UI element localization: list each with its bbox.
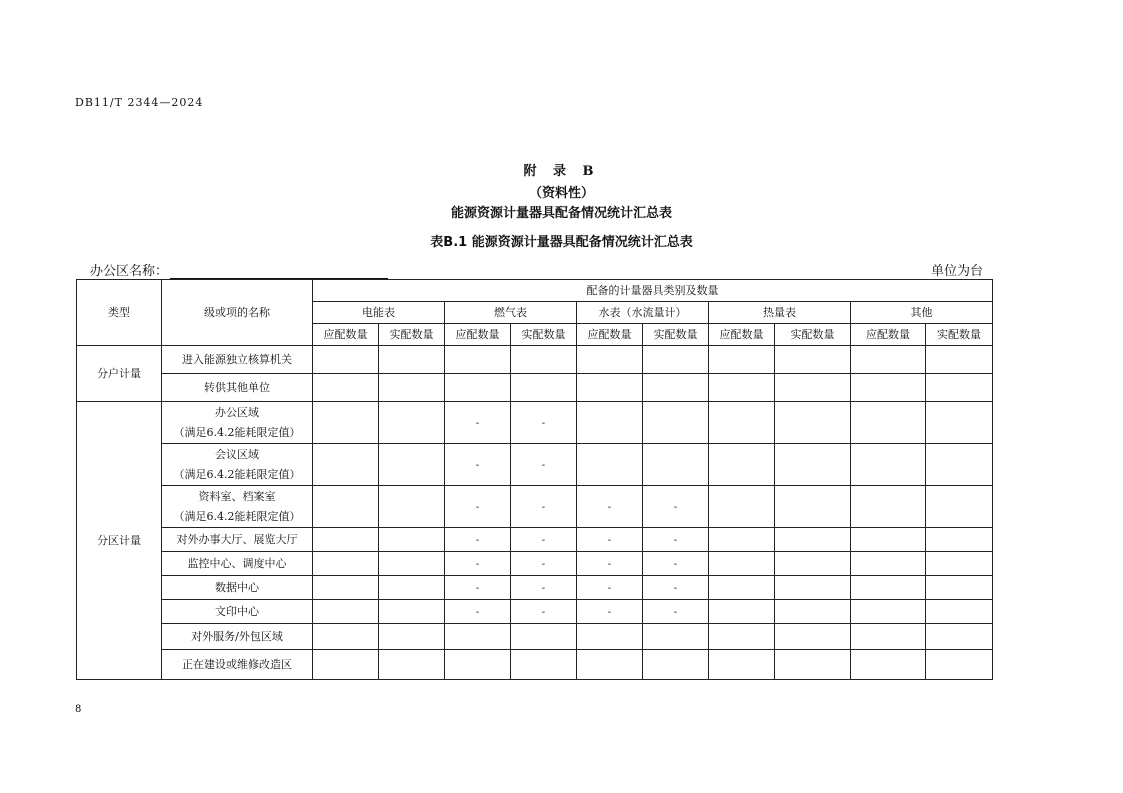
- data-cell[interactable]: [709, 402, 775, 444]
- data-cell[interactable]: [709, 576, 775, 600]
- data-cell[interactable]: [643, 624, 709, 650]
- data-cell[interactable]: [577, 346, 643, 374]
- data-cell[interactable]: [445, 374, 511, 402]
- data-cell[interactable]: [445, 402, 511, 444]
- data-cell[interactable]: [851, 552, 926, 576]
- data-cell[interactable]: [926, 402, 993, 444]
- data-cell[interactable]: [379, 576, 445, 600]
- data-cell[interactable]: [709, 624, 775, 650]
- data-cell[interactable]: [926, 528, 993, 552]
- data-cell[interactable]: [577, 486, 643, 528]
- data-cell[interactable]: [379, 486, 445, 528]
- data-cell[interactable]: [775, 346, 851, 374]
- row-item-name: [162, 552, 313, 576]
- header-item-name: 级或项的名称: [162, 280, 313, 346]
- dash-mark: -: [607, 558, 612, 570]
- header-actual: 实配数量: [926, 324, 993, 346]
- data-cell[interactable]: [926, 650, 993, 680]
- data-cell[interactable]: [775, 528, 851, 552]
- data-cell[interactable]: [445, 624, 511, 650]
- table-title: 表B.1 能源资源计量器具配备情况统计汇总表: [430, 235, 693, 250]
- data-cell[interactable]: [511, 374, 577, 402]
- data-cell[interactable]: [643, 486, 709, 528]
- data-cell[interactable]: [851, 374, 926, 402]
- data-cell[interactable]: [643, 600, 709, 624]
- dash-mark: -: [475, 582, 480, 594]
- data-cell[interactable]: [313, 346, 379, 374]
- dash-mark: -: [541, 558, 546, 570]
- header-required: 应配数量: [313, 324, 379, 346]
- data-cell[interactable]: [709, 486, 775, 528]
- data-cell[interactable]: [379, 650, 445, 680]
- header-actual: 实配数量: [511, 324, 577, 346]
- header-required: 应配数量: [577, 324, 643, 346]
- header-actual: 实配数量: [643, 324, 709, 346]
- data-cell[interactable]: [445, 552, 511, 576]
- row-item-name: [162, 528, 313, 552]
- dash-mark: -: [475, 606, 480, 618]
- data-cell[interactable]: [379, 346, 445, 374]
- data-cell[interactable]: [313, 444, 379, 486]
- data-cell[interactable]: [775, 624, 851, 650]
- data-cell[interactable]: [511, 486, 577, 528]
- row-item-name: [162, 402, 313, 444]
- row-item-name: [162, 444, 313, 486]
- data-cell[interactable]: [709, 374, 775, 402]
- data-cell[interactable]: [379, 402, 445, 444]
- data-cell[interactable]: [379, 600, 445, 624]
- row-item-name-line: 对外服务/外包区域: [191, 630, 283, 643]
- row-item-name-line: 正在建设或维修改造区: [182, 658, 292, 671]
- header-category: 电能表: [313, 302, 445, 324]
- data-cell[interactable]: [643, 346, 709, 374]
- data-cell[interactable]: [313, 650, 379, 680]
- data-cell[interactable]: [379, 624, 445, 650]
- data-cell[interactable]: [511, 528, 577, 552]
- row-item-name-line: 资料室、档案室: [198, 489, 276, 503]
- data-cell[interactable]: [775, 486, 851, 528]
- data-cell[interactable]: [577, 600, 643, 624]
- data-cell[interactable]: [511, 624, 577, 650]
- header-category: 其他: [851, 302, 993, 324]
- dash-mark: -: [475, 501, 480, 513]
- header-type: 类型: [77, 280, 162, 346]
- row-item-name-line: （满足6.4.2能耗限定值）: [173, 467, 301, 481]
- data-cell[interactable]: [926, 624, 993, 650]
- data-cell[interactable]: [851, 486, 926, 528]
- row-item-name-line: 文印中心: [215, 605, 259, 618]
- row-type: 分区计量: [77, 402, 162, 680]
- dash-mark: -: [673, 558, 678, 570]
- dash-mark: -: [673, 501, 678, 513]
- dash-mark: -: [673, 534, 678, 546]
- data-cell[interactable]: [643, 402, 709, 444]
- data-cell[interactable]: [313, 486, 379, 528]
- data-cell[interactable]: [379, 374, 445, 402]
- data-cell[interactable]: [851, 576, 926, 600]
- header-required: 应配数量: [445, 324, 511, 346]
- data-cell[interactable]: [379, 444, 445, 486]
- row-item-name: [162, 600, 313, 624]
- data-cell[interactable]: [851, 444, 926, 486]
- row-item-name-line: 会议区域: [215, 447, 259, 461]
- data-cell[interactable]: [445, 346, 511, 374]
- row-item-name-line: 对外办事大厅、展览大厅: [176, 533, 298, 546]
- data-cell[interactable]: [775, 600, 851, 624]
- data-cell[interactable]: [775, 444, 851, 486]
- data-cell[interactable]: [313, 600, 379, 624]
- data-cell[interactable]: [926, 374, 993, 402]
- data-cell[interactable]: [926, 552, 993, 576]
- dash-mark: -: [541, 501, 546, 513]
- data-cell[interactable]: [313, 624, 379, 650]
- row-item-name-line: 数据中心: [215, 581, 259, 594]
- data-cell[interactable]: [709, 650, 775, 680]
- data-cell[interactable]: [445, 444, 511, 486]
- row-item-name-line: 进入能源独立核算机关: [182, 353, 292, 366]
- data-cell[interactable]: [511, 346, 577, 374]
- data-cell[interactable]: [926, 486, 993, 528]
- dash-mark: -: [541, 417, 546, 429]
- dash-mark: -: [607, 534, 612, 546]
- data-cell[interactable]: [851, 346, 926, 374]
- dash-mark: -: [541, 534, 546, 546]
- data-cell[interactable]: [511, 444, 577, 486]
- office-name-blank: [170, 264, 388, 279]
- dash-mark: -: [541, 582, 546, 594]
- header-category: 水表（水流量计）: [577, 302, 709, 324]
- row-item-name-line: 办公区域: [215, 405, 259, 419]
- dash-mark: -: [475, 459, 480, 471]
- row-item-name: [162, 624, 313, 650]
- data-cell[interactable]: [511, 650, 577, 680]
- header-actual: 实配数量: [775, 324, 851, 346]
- header-required: 应配数量: [709, 324, 775, 346]
- data-cell[interactable]: [445, 650, 511, 680]
- annex-nature: （资料性）: [528, 186, 594, 201]
- header-actual: 实配数量: [379, 324, 445, 346]
- dash-mark: -: [607, 582, 612, 594]
- dash-mark: -: [673, 582, 678, 594]
- data-cell[interactable]: [775, 374, 851, 402]
- data-cell[interactable]: [643, 552, 709, 576]
- data-cell[interactable]: [643, 650, 709, 680]
- dash-mark: -: [475, 534, 480, 546]
- header-group: 配备的计量器具类别及数量: [313, 280, 993, 302]
- data-cell[interactable]: [926, 346, 993, 374]
- data-cell[interactable]: [577, 444, 643, 486]
- data-cell[interactable]: [851, 600, 926, 624]
- header-category: 热量表: [709, 302, 851, 324]
- row-item-name: [162, 650, 313, 680]
- row-item-name: [162, 576, 313, 600]
- standard-code: DB11/T 2344—2024: [75, 96, 204, 109]
- office-name-label: 办公区名称：: [90, 264, 169, 279]
- dash-mark: -: [541, 606, 546, 618]
- office-name-line: [90, 260, 388, 279]
- data-cell[interactable]: [851, 528, 926, 552]
- row-item-name-line: （满足6.4.2能耗限定值）: [173, 509, 301, 523]
- row-item-name-line: （满足6.4.2能耗限定值）: [173, 425, 301, 439]
- data-cell[interactable]: [577, 552, 643, 576]
- data-cell[interactable]: [851, 402, 926, 444]
- unit-label: 单位为台: [930, 264, 983, 279]
- data-cell[interactable]: [851, 624, 926, 650]
- data-cell[interactable]: [445, 528, 511, 552]
- header-required: 应配数量: [851, 324, 926, 346]
- data-cell[interactable]: [775, 552, 851, 576]
- data-cell[interactable]: [643, 528, 709, 552]
- data-cell[interactable]: [511, 576, 577, 600]
- row-item-name: [162, 346, 313, 374]
- dash-mark: -: [541, 459, 546, 471]
- data-cell[interactable]: [379, 552, 445, 576]
- data-cell[interactable]: [445, 600, 511, 624]
- data-cell[interactable]: [775, 402, 851, 444]
- data-cell[interactable]: [313, 552, 379, 576]
- meter-summary-table: [76, 279, 993, 680]
- data-cell[interactable]: [643, 374, 709, 402]
- dash-mark: -: [475, 558, 480, 570]
- data-cell[interactable]: [577, 528, 643, 552]
- data-cell[interactable]: [709, 600, 775, 624]
- data-cell[interactable]: [313, 402, 379, 444]
- data-cell[interactable]: [511, 552, 577, 576]
- data-cell[interactable]: [709, 346, 775, 374]
- annex-label: 附 录 B: [523, 164, 600, 179]
- data-cell[interactable]: [643, 444, 709, 486]
- page-number: 8: [75, 704, 82, 715]
- data-cell[interactable]: [577, 576, 643, 600]
- dash-mark: -: [475, 417, 480, 429]
- row-item-name-line: 监控中心、调度中心: [187, 557, 287, 570]
- data-cell[interactable]: [577, 624, 643, 650]
- dash-mark: -: [607, 501, 612, 513]
- data-cell[interactable]: [511, 402, 577, 444]
- data-cell[interactable]: [313, 528, 379, 552]
- data-cell[interactable]: [775, 650, 851, 680]
- data-cell[interactable]: [577, 650, 643, 680]
- row-type: 分户计量: [77, 346, 162, 402]
- annex-title: 能源资源计量器具配备情况统计汇总表: [450, 206, 672, 221]
- data-cell[interactable]: [926, 600, 993, 624]
- data-cell[interactable]: [643, 576, 709, 600]
- data-cell[interactable]: [313, 576, 379, 600]
- data-cell[interactable]: [313, 374, 379, 402]
- data-cell[interactable]: [577, 374, 643, 402]
- data-cell[interactable]: [851, 650, 926, 680]
- row-item-name: [162, 374, 313, 402]
- data-cell[interactable]: [709, 528, 775, 552]
- header-category: 燃气表: [445, 302, 577, 324]
- data-cell[interactable]: [926, 576, 993, 600]
- data-cell[interactable]: [511, 600, 577, 624]
- data-cell[interactable]: [709, 444, 775, 486]
- data-cell[interactable]: [445, 486, 511, 528]
- row-item-name-line: 转供其他单位: [204, 381, 270, 394]
- dash-mark: -: [673, 606, 678, 618]
- dash-mark: -: [607, 606, 612, 618]
- data-cell[interactable]: [709, 552, 775, 576]
- data-cell[interactable]: [379, 528, 445, 552]
- row-item-name: [162, 486, 313, 528]
- data-cell[interactable]: [577, 402, 643, 444]
- data-cell[interactable]: [926, 444, 993, 486]
- data-cell[interactable]: [775, 576, 851, 600]
- data-cell[interactable]: [445, 576, 511, 600]
